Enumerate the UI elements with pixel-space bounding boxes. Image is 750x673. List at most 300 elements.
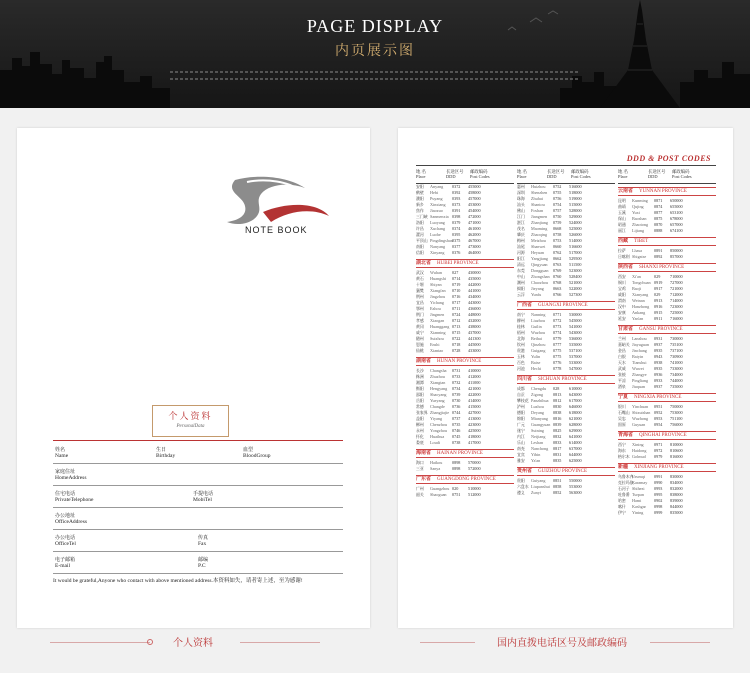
post-code: 641000 [569, 434, 582, 439]
city-name-cn: 内江 [517, 434, 525, 439]
city-name-en: Baise [531, 360, 541, 365]
post-code: 442000 [468, 282, 481, 287]
post-code: 643000 [569, 392, 582, 397]
city-name-cn: 张掖 [618, 372, 626, 377]
city-name-en: Ezhou [430, 306, 441, 311]
city-name-cn: 孝感 [416, 318, 424, 323]
city-name-en: Qingyuan [531, 262, 548, 267]
city-name-en: Liupanshui [531, 484, 550, 489]
area-code: 0373 [452, 202, 461, 207]
post-code: 524000 [569, 220, 582, 225]
city-name-en: Yichang [430, 300, 444, 305]
post-code: 471000 [468, 220, 481, 225]
caption-line [50, 642, 150, 643]
post-code: 725000 [670, 310, 683, 315]
birthday-label: 生日 Birthday [156, 447, 176, 459]
post-code: 674100 [670, 228, 683, 233]
area-code: 0875 [654, 216, 663, 221]
area-code: 0902 [654, 498, 663, 503]
area-code: 0816 [553, 416, 562, 421]
city-name-cn: 嘉峪关 [618, 342, 630, 347]
post-code: 810000 [670, 442, 683, 447]
city-name-en: Wuzhou [531, 330, 546, 335]
area-code: 0777 [553, 342, 562, 347]
city-code-row [416, 440, 514, 446]
area-code: 0398 [452, 214, 461, 219]
area-code: 0898 [452, 460, 461, 465]
city-name-en: Ya'an [531, 458, 541, 463]
area-code: 0916 [654, 304, 663, 309]
post-code: 527300 [569, 292, 582, 297]
city-name-en: Sanmenxia [430, 214, 449, 219]
city-name-cn: 河源 [517, 250, 525, 255]
area-code: 0919 [654, 280, 663, 285]
area-code: 0728 [452, 348, 461, 353]
province-name-cn: 湖南省 [416, 358, 432, 364]
city-name-en: Wuzhong [632, 416, 649, 421]
area-code: 0372 [452, 184, 461, 189]
city-name-en: Hebi [430, 190, 439, 195]
name-label: 姓名 Name [55, 447, 69, 459]
city-name-en: Yining [632, 510, 644, 515]
post-code: 741000 [670, 360, 683, 365]
province-heading [416, 475, 514, 484]
post-code: 436000 [468, 306, 481, 311]
area-code: 0877 [654, 210, 663, 215]
city-name-en: Huaihua [430, 434, 445, 439]
city-name-cn: 江门 [517, 214, 525, 219]
area-code: 0954 [654, 422, 663, 427]
post-code: 830000 [670, 474, 683, 479]
code-column-2 [517, 166, 615, 496]
province-heading [618, 263, 716, 272]
city-code-row [517, 366, 615, 372]
area-code: 0718 [452, 342, 461, 347]
city-name-cn: 桂林 [517, 324, 525, 329]
post-code: 653100 [670, 210, 683, 215]
city-name-cn: 日喀则 [618, 254, 630, 259]
area-code: 0775 [553, 348, 562, 353]
caption-line [650, 642, 710, 643]
city-name-en: Yiyang [430, 416, 443, 421]
city-name-cn: 乐山 [517, 440, 525, 445]
province-name-cn: 新疆 [618, 464, 629, 470]
column-header-ddd: 长途区号 DDD [547, 169, 565, 179]
city-name-cn: 许昌 [416, 226, 424, 231]
city-name-cn: 郴州 [416, 422, 424, 427]
city-name-cn: 湛江 [517, 220, 525, 225]
area-code: 0660 [553, 244, 562, 249]
post-code: 614000 [569, 440, 582, 445]
area-code: 0736 [452, 404, 461, 409]
area-code: 0931 [654, 336, 663, 341]
city-name-cn: 延安 [618, 316, 626, 321]
city-name-cn: 金昌 [618, 348, 626, 353]
city-name-en: Beihai [531, 336, 542, 341]
caption-codes: 国内直拨电话区号及邮政编码 [497, 638, 627, 649]
city-name-cn: 汕尾 [517, 244, 525, 249]
post-code: 734000 [670, 372, 683, 377]
city-name-cn: 海东 [618, 448, 626, 453]
post-code: 536000 [569, 336, 582, 341]
city-name-cn: 克拉玛依 [618, 480, 634, 485]
column-header-ddd: 长途区号 DDD [446, 169, 464, 179]
postcode-label: 邮编 P.C [198, 557, 209, 569]
area-code: 0858 [553, 484, 562, 489]
area-code: 0779 [553, 336, 562, 341]
city-name-en: Shantou [531, 202, 545, 207]
city-name-cn: 天水 [618, 360, 626, 365]
city-name-cn: 德阳 [517, 410, 525, 415]
city-name-en: Wuwei [632, 366, 644, 371]
post-code: 716000 [670, 316, 683, 321]
city-name-en: Kashgar [632, 504, 646, 509]
post-code: 422000 [468, 392, 481, 397]
post-code: 572000 [468, 466, 481, 471]
city-name-en: Baoshan [632, 216, 647, 221]
post-code: 441300 [468, 336, 481, 341]
province-heading [517, 467, 615, 476]
area-code: 0714 [452, 276, 461, 281]
city-name-cn: 佛山 [517, 208, 525, 213]
post-code: 530000 [569, 312, 582, 317]
post-code: 437000 [468, 330, 481, 335]
post-code: 473000 [468, 244, 481, 249]
area-code: 0391 [452, 208, 461, 213]
province-name-cn: 广东省 [416, 476, 432, 482]
city-name-en: Yulin [531, 354, 541, 359]
city-name-en: Shanwei [531, 244, 546, 249]
city-name-cn: 武威 [618, 366, 626, 371]
area-code: 0892 [654, 254, 663, 259]
city-code-row [517, 292, 615, 298]
province-name-cn: 西藏 [618, 238, 629, 244]
code-column-3 [618, 166, 716, 516]
post-code: 433000 [468, 348, 481, 353]
post-code: 515000 [569, 202, 582, 207]
city-name-cn: 韶关 [416, 492, 424, 497]
column-header-place: 地 名 Place [618, 169, 628, 179]
post-code: 750000 [670, 404, 683, 409]
city-name-cn: 茂名 [517, 226, 525, 231]
area-code: 0935 [654, 366, 663, 371]
post-code: 441000 [468, 288, 481, 293]
column-header-place: 地 名 Place [416, 169, 426, 179]
city-name-en: Guilin [531, 324, 542, 329]
city-name-cn: 珠海 [517, 196, 525, 201]
city-name-en: Jingmen [430, 312, 445, 317]
post-code: 529000 [569, 214, 582, 219]
city-name-en: Pingliang [632, 378, 649, 383]
city-name-cn: 邵阳 [416, 392, 424, 397]
city-name-cn: 中山 [517, 274, 525, 279]
province-name-en: GANSU PROVINCE [639, 327, 683, 332]
city-name-cn: 娄底 [416, 440, 424, 445]
caption-line [240, 642, 320, 643]
city-name-cn: 攀枝花 [517, 398, 529, 403]
city-name-en: Xining [632, 442, 644, 447]
city-name-en: Ankang [632, 310, 646, 315]
post-code: 547000 [569, 366, 582, 371]
city-name-en: Chengdu [531, 386, 547, 391]
city-name-en: Baiyin [632, 354, 644, 359]
post-code: 678000 [670, 216, 683, 221]
area-code: 0733 [452, 374, 461, 379]
city-name-en: Lanzhou [632, 336, 647, 341]
province-name-cn: 陕西省 [618, 264, 634, 270]
personal-data-heading [152, 405, 229, 437]
area-code: 0395 [452, 232, 461, 237]
post-code: 733000 [670, 366, 683, 371]
area-code: 0663 [553, 286, 562, 291]
mobile-label: 手提电话 MobiTel [193, 491, 214, 503]
area-code: 0995 [654, 492, 663, 497]
area-code: 0933 [654, 378, 663, 383]
province-name-en: SICHUAN PROVINCE [538, 377, 587, 382]
city-name-en: Xianning [430, 330, 446, 335]
post-code: 525000 [569, 226, 582, 231]
post-code: 464000 [468, 250, 481, 255]
post-code: 834000 [670, 480, 683, 485]
city-name-en: Huanggang [430, 324, 450, 329]
city-name-cn: 十堰 [416, 282, 424, 287]
city-name-en: Mianyang [531, 416, 548, 421]
city-name-en: Nanning [531, 312, 546, 317]
form-line [53, 529, 343, 530]
city-name-cn: 永州 [416, 428, 424, 433]
post-code: 735100 [670, 342, 683, 347]
city-name-cn: 白银 [618, 354, 626, 359]
area-code: 0760 [553, 274, 562, 279]
city-name-en: Jiaozuo [430, 208, 443, 213]
post-code: 467000 [468, 238, 481, 243]
post-code: 737100 [670, 348, 683, 353]
area-code: 0393 [452, 196, 461, 201]
post-code: 430000 [468, 270, 481, 275]
city-name-en: Dongguan [531, 268, 549, 273]
post-code: 423000 [468, 422, 481, 427]
caption-dot [147, 639, 153, 645]
city-name-en: Shaoyang [430, 392, 447, 397]
area-code: 0715 [452, 330, 461, 335]
home-address-label: 家庭住址 HomeAddress [55, 469, 87, 481]
city-name-cn: 西宁 [618, 442, 626, 447]
city-name-cn: 宜宾 [517, 452, 525, 457]
area-code: 0938 [654, 360, 663, 365]
city-name-en: Changde [430, 404, 445, 409]
area-code: 0937 [654, 384, 663, 389]
area-code: 0817 [553, 446, 562, 451]
city-name-cn: 洛阳 [416, 220, 424, 225]
area-code: 0833 [553, 440, 562, 445]
province-heading [416, 357, 514, 366]
province-name-cn: 湖北省 [416, 260, 432, 266]
area-code: 0913 [654, 298, 663, 303]
city-code-row [618, 454, 716, 460]
city-name-en: Xianyang [632, 292, 649, 297]
area-code: 0774 [553, 330, 562, 335]
post-code: 537000 [569, 354, 582, 359]
area-code: 0813 [553, 392, 562, 397]
city-name-cn: 恩施 [416, 342, 424, 347]
city-name-cn: 渭南 [618, 298, 626, 303]
city-name-cn: 东莞 [517, 268, 525, 273]
area-code: 0852 [553, 490, 562, 495]
city-name-en: Chaozhou [531, 280, 548, 285]
post-code: 526000 [569, 232, 582, 237]
province-name-en: GUANGDONG PROVINCE [437, 477, 496, 482]
area-code: 0744 [452, 410, 461, 415]
post-code: 850000 [670, 248, 683, 253]
city-name-en: Guiyang [531, 478, 546, 483]
page-subtitle: 内页展示图 [335, 43, 415, 59]
city-name-cn: 格尔木 [618, 454, 630, 459]
city-name-cn: 肇庆 [517, 232, 525, 237]
city-name-cn: 南宁 [517, 312, 525, 317]
post-code: 458000 [468, 190, 481, 195]
city-name-cn: 喀什 [618, 504, 626, 509]
area-code: 0971 [654, 442, 663, 447]
city-name-en: Tongchuan [632, 280, 651, 285]
post-code: 657000 [670, 222, 683, 227]
city-name-en: Jiangmen [531, 214, 548, 219]
city-code-row [618, 384, 716, 390]
area-code: 0710 [452, 288, 461, 293]
city-name-cn: 梅州 [517, 238, 525, 243]
area-code: 0756 [553, 196, 562, 201]
form-line [53, 463, 343, 464]
province-heading [618, 237, 716, 246]
post-code: 523000 [569, 268, 582, 273]
city-name-cn: 玉林 [517, 354, 525, 359]
area-code: 0711 [452, 306, 461, 311]
city-name-cn: 吐鲁番 [618, 492, 630, 497]
area-code: 0915 [654, 310, 663, 315]
city-name-en: Panzhihua [531, 398, 549, 403]
city-name-en: Heyuan [531, 250, 545, 255]
city-name-en: Loudi [430, 440, 441, 445]
city-name-cn: 揭阳 [517, 286, 525, 291]
province-name-en: TIBET [634, 239, 649, 244]
city-name-cn: 西安 [618, 274, 626, 279]
post-code: 518000 [569, 190, 582, 195]
city-name-en: Guangyuan [531, 422, 551, 427]
area-code: 0870 [654, 222, 663, 227]
city-name-en: Yibin [531, 452, 541, 457]
city-name-cn: 荆州 [416, 294, 424, 299]
province-name-en: HAINAN PROVINCE [437, 451, 483, 456]
post-code: 455000 [468, 184, 481, 189]
city-name-cn: 岳阳 [416, 398, 424, 403]
post-code: 714000 [670, 298, 683, 303]
city-name-cn: 伊宁 [618, 510, 626, 515]
area-code: 0851 [553, 478, 562, 483]
page-title: PAGE DISPLAY [306, 16, 444, 36]
city-name-en: Xinyang [430, 250, 445, 255]
city-name-en: Yunfu [531, 292, 542, 297]
office-tel-label: 办公电话 OfficeTel [55, 535, 76, 547]
city-name-cn: 昆明 [618, 198, 626, 203]
city-code-row [517, 458, 615, 464]
city-name-en: Meizhou [531, 238, 546, 243]
city-name-cn: 阳江 [517, 256, 525, 261]
area-code: 0943 [654, 354, 663, 359]
area-code: 0754 [553, 202, 562, 207]
city-code-row [618, 422, 716, 428]
area-code: 0891 [654, 248, 663, 253]
column-header-ddd: 长途区号 DDD [648, 169, 666, 179]
city-name-cn: 哈密 [618, 498, 626, 503]
blood-group-label: 血型 BloodGroup [243, 447, 271, 459]
city-name-cn: 衡阳 [416, 386, 424, 391]
area-code: 0952 [654, 410, 663, 415]
city-code-row [618, 228, 716, 234]
heading-divider [53, 440, 343, 441]
city-name-en: Huangshi [430, 276, 447, 281]
city-name-en: Anyang [430, 184, 444, 189]
post-code: 522000 [569, 286, 582, 291]
city-name-cn: 河池 [517, 366, 525, 371]
post-code: 730900 [670, 354, 683, 359]
city-name-en: Jingzhou [430, 294, 446, 299]
city-name-en: Lijiang [632, 228, 645, 233]
province-heading [618, 463, 716, 472]
city-name-en: Chenzhou [430, 422, 447, 427]
post-code: 835000 [670, 510, 683, 515]
area-code: 0730 [452, 398, 461, 403]
post-code: 541000 [569, 324, 582, 329]
city-name-en: Shiyan [430, 282, 442, 287]
area-code: 0758 [553, 232, 562, 237]
city-name-cn: 贵港 [517, 348, 525, 353]
area-code: 028 [553, 386, 560, 391]
city-name-en: Pingdingshan [430, 238, 453, 243]
post-code: 462000 [468, 232, 481, 237]
column-header-post-code: 邮政编码 Post Codes [571, 169, 591, 179]
post-code: 445000 [468, 342, 481, 347]
column-header [416, 166, 514, 184]
city-name-en: Zhanjiang [531, 220, 548, 225]
city-name-cn: 六盘水 [517, 484, 529, 489]
form-line [53, 507, 343, 508]
city-name-cn: 襄樊 [416, 288, 424, 293]
city-name-cn: 清远 [517, 262, 525, 267]
city-name-cn: 石河子 [618, 486, 630, 491]
city-name-en: Weinan [632, 298, 645, 303]
city-name-cn: 三亚 [416, 466, 424, 471]
city-name-en: Urumqi [632, 474, 646, 479]
personal-data-title-en: PersonalData [176, 424, 205, 429]
city-name-en: Xinxiang [430, 202, 446, 207]
post-code: 454000 [468, 208, 481, 213]
area-code: 0979 [654, 454, 663, 459]
area-code: 0775 [553, 354, 562, 359]
area-code: 0772 [553, 318, 562, 323]
city-name-cn: 铜川 [618, 280, 626, 285]
city-name-cn: 安阳 [416, 184, 424, 189]
city-name-cn: 汕头 [517, 202, 525, 207]
area-code: 0768 [553, 280, 562, 285]
city-name-en: Luzhou [531, 404, 544, 409]
area-code: 0874 [654, 204, 663, 209]
post-code: 839000 [670, 498, 683, 503]
area-code: 0763 [553, 262, 562, 267]
post-code: 625000 [569, 458, 582, 463]
post-code: 545000 [569, 318, 582, 323]
area-code: 029 [654, 274, 661, 279]
post-code: 535000 [569, 342, 582, 347]
area-code: 0717 [452, 300, 461, 305]
